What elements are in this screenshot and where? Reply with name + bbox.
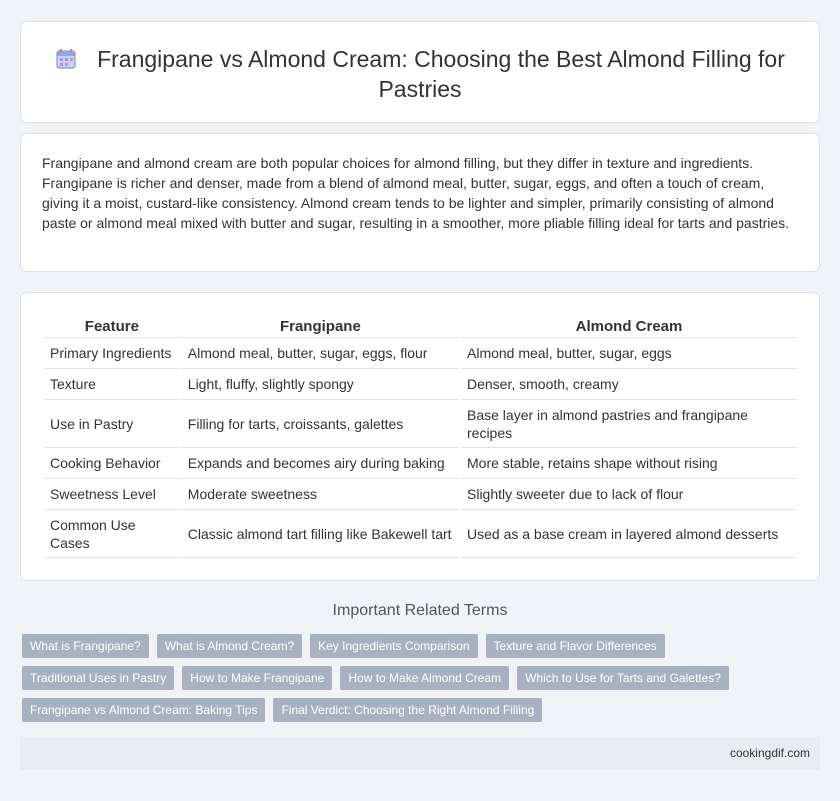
header-feature: Feature: [44, 312, 180, 338]
table-cell: Almond meal, butter, sugar, eggs: [461, 338, 797, 369]
table-cell: Primary Ingredients: [44, 338, 180, 369]
page-title: Frangipane vs Almond Cream: Choosing the Best Almond Filling for Pastries: [97, 46, 785, 102]
intro-text: Frangipane and almond cream are both popular choices for almond filling, but they differ in texture and ingredients. Frangipane is richer and denser, made from a blend of almond meal, butter, sugar, eggs, and often a touch of cream, giving it a moist, custard-like consistency. Almond cream tends to be lighter and simpler, primarily consisting of almond paste or almond meal mixed with butter and sugar, resulting in a smoother, more pliable filling ideal for tarts and pastries.: [42, 155, 790, 231]
table-row: [44, 338, 797, 369]
table-cell: Moderate sweetness: [182, 479, 459, 510]
footer: [20, 737, 820, 770]
table-cell: Use in Pastry: [44, 400, 180, 448]
calendar-book-icon: [55, 48, 77, 70]
table-cell: Denser, smooth, creamy: [461, 369, 797, 400]
table-row: [44, 369, 797, 400]
table-cell: Classic almond tart filling like Bakewell tart: [182, 510, 459, 558]
related-tag[interactable]: What is Frangipane?: [22, 634, 149, 658]
related-tag[interactable]: Which to Use for Tarts and Galettes?: [517, 666, 729, 690]
related-tag[interactable]: Texture and Flavor Differences: [486, 634, 665, 658]
table-row: [44, 479, 797, 510]
table-cell: More stable, retains shape without rising: [461, 448, 797, 479]
page-title-wrap: [21, 44, 819, 104]
comparison-table-card: [20, 292, 820, 581]
table-cell: Light, fluffy, slightly spongy: [182, 369, 459, 400]
table-row: [44, 510, 797, 558]
related-tag[interactable]: How to Make Frangipane: [182, 666, 332, 690]
related-terms-title: Important Related Terms: [332, 602, 508, 619]
related-tags: [22, 634, 822, 722]
table-cell: Used as a base cream in layered almond desserts: [461, 510, 797, 558]
table-cell: Cooking Behavior: [44, 448, 180, 479]
comparison-table: [42, 312, 799, 558]
table-cell: Slightly sweeter due to lack of flour: [461, 479, 797, 510]
related-tag[interactable]: Traditional Uses in Pastry: [22, 666, 174, 690]
related-tag[interactable]: Frangipane vs Almond Cream: Baking Tips: [22, 698, 265, 722]
table-cell: Common Use Cases: [44, 510, 180, 558]
table-row: [44, 400, 797, 448]
header-frangipane: Frangipane: [182, 312, 459, 338]
table-cell: Filling for tarts, croissants, galettes: [182, 400, 459, 448]
related-tag[interactable]: How to Make Almond Cream: [340, 666, 509, 690]
table-row: [44, 448, 797, 479]
table-cell: Almond meal, butter, sugar, eggs, flour: [182, 338, 459, 369]
header-almond-cream: Almond Cream: [461, 312, 797, 338]
header-card: [20, 21, 820, 123]
related-tag[interactable]: Key Ingredients Comparison: [310, 634, 477, 658]
table-cell: Expands and becomes airy during baking: [182, 448, 459, 479]
related-tag[interactable]: What is Almond Cream?: [157, 634, 302, 658]
table-cell: Base layer in almond pastries and frangipane recipes: [461, 400, 797, 448]
table-header-row: [44, 312, 797, 338]
footer-site-link[interactable]: cookingdif.com: [729, 746, 810, 760]
related-tag[interactable]: Final Verdict: Choosing the Right Almond Filling: [273, 698, 542, 722]
table-cell: Sweetness Level: [44, 479, 180, 510]
table-cell: Texture: [44, 369, 180, 400]
intro-card: [20, 133, 820, 272]
